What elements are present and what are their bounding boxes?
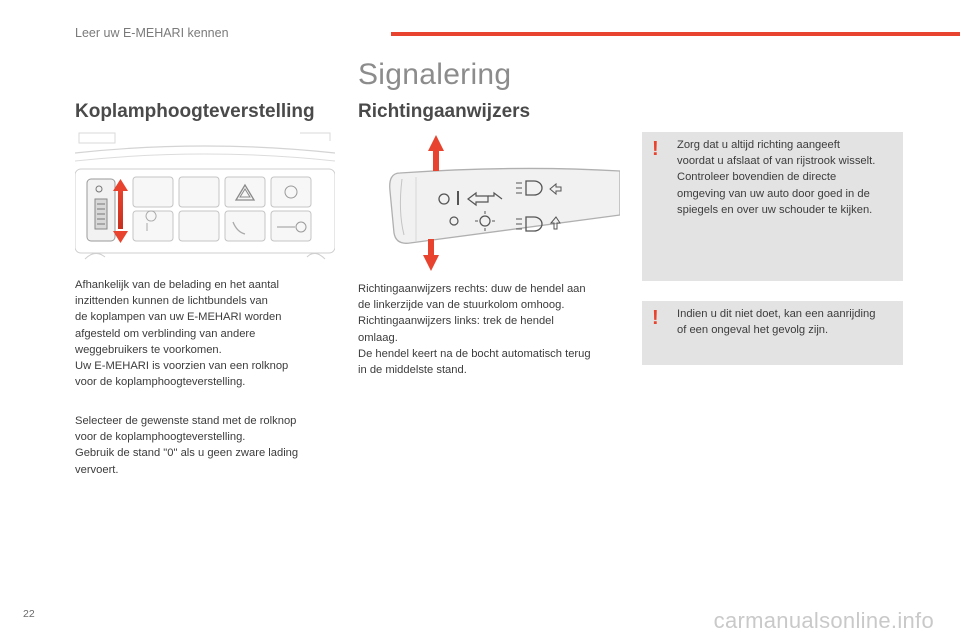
warning-box-accident — [642, 301, 903, 365]
warning-box-signaling — [642, 132, 903, 281]
headlamp-leveling-illustration — [75, 131, 335, 270]
turn-signal-stalk-illustration — [358, 131, 620, 271]
warning-text: Zorg dat u altijd richting aangeeft voordat u afslaat of van rijstrook wisselt. Controleer bovendien de directe omgeving van uw auto door goed in de spiegels en over uw schouder te kijken. — [677, 139, 876, 216]
heading-richtingaanwijzers: Richtingaanwijzers — [358, 101, 531, 122]
headlamp-leveling-instructions: Selecteer de gewenste stand met de rolknop voor de koplamphoogteverstelling. Gebruik de stand "0" als u geen zware lading vervoert. — [75, 415, 299, 476]
turn-signal-description: Richtingaanwijzers rechts: duw de hendel aan de linkerzijde van de stuurkolom omhoog. Richtingaanwijzers links: trek de hendel omlaag. De hendel keert na de bocht automatisch terug in de middelste stand. — [358, 283, 591, 377]
warning-icon: ! — [652, 307, 659, 329]
watermark: carmanualsonline.info — [713, 608, 934, 633]
page-number: 22 — [23, 608, 35, 620]
section-title: Signalering — [358, 58, 512, 91]
warning-icon: ! — [652, 138, 659, 160]
header-accent-bar — [391, 32, 960, 36]
headlamp-leveling-description: Afhankelijk van de belading en het aantal inzittenden kunnen de lichtbundels van de koplampen van uw E-MEHARI worden afgesteld om verblinding van andere weggebruikers te voorkomen. Uw E-MEHARI is voorzien van een rolknop voor de koplamphoogteverstelling. — [75, 279, 289, 389]
warning-text: Indien u dit niet doet, kan een aanrijding of een ongeval het gevolg zijn. — [677, 308, 876, 337]
heading-koplamphoogteverstelling: Koplamphoogteverstelling — [75, 101, 315, 122]
running-header: Leer uw E-MEHARI kennen — [75, 26, 229, 40]
